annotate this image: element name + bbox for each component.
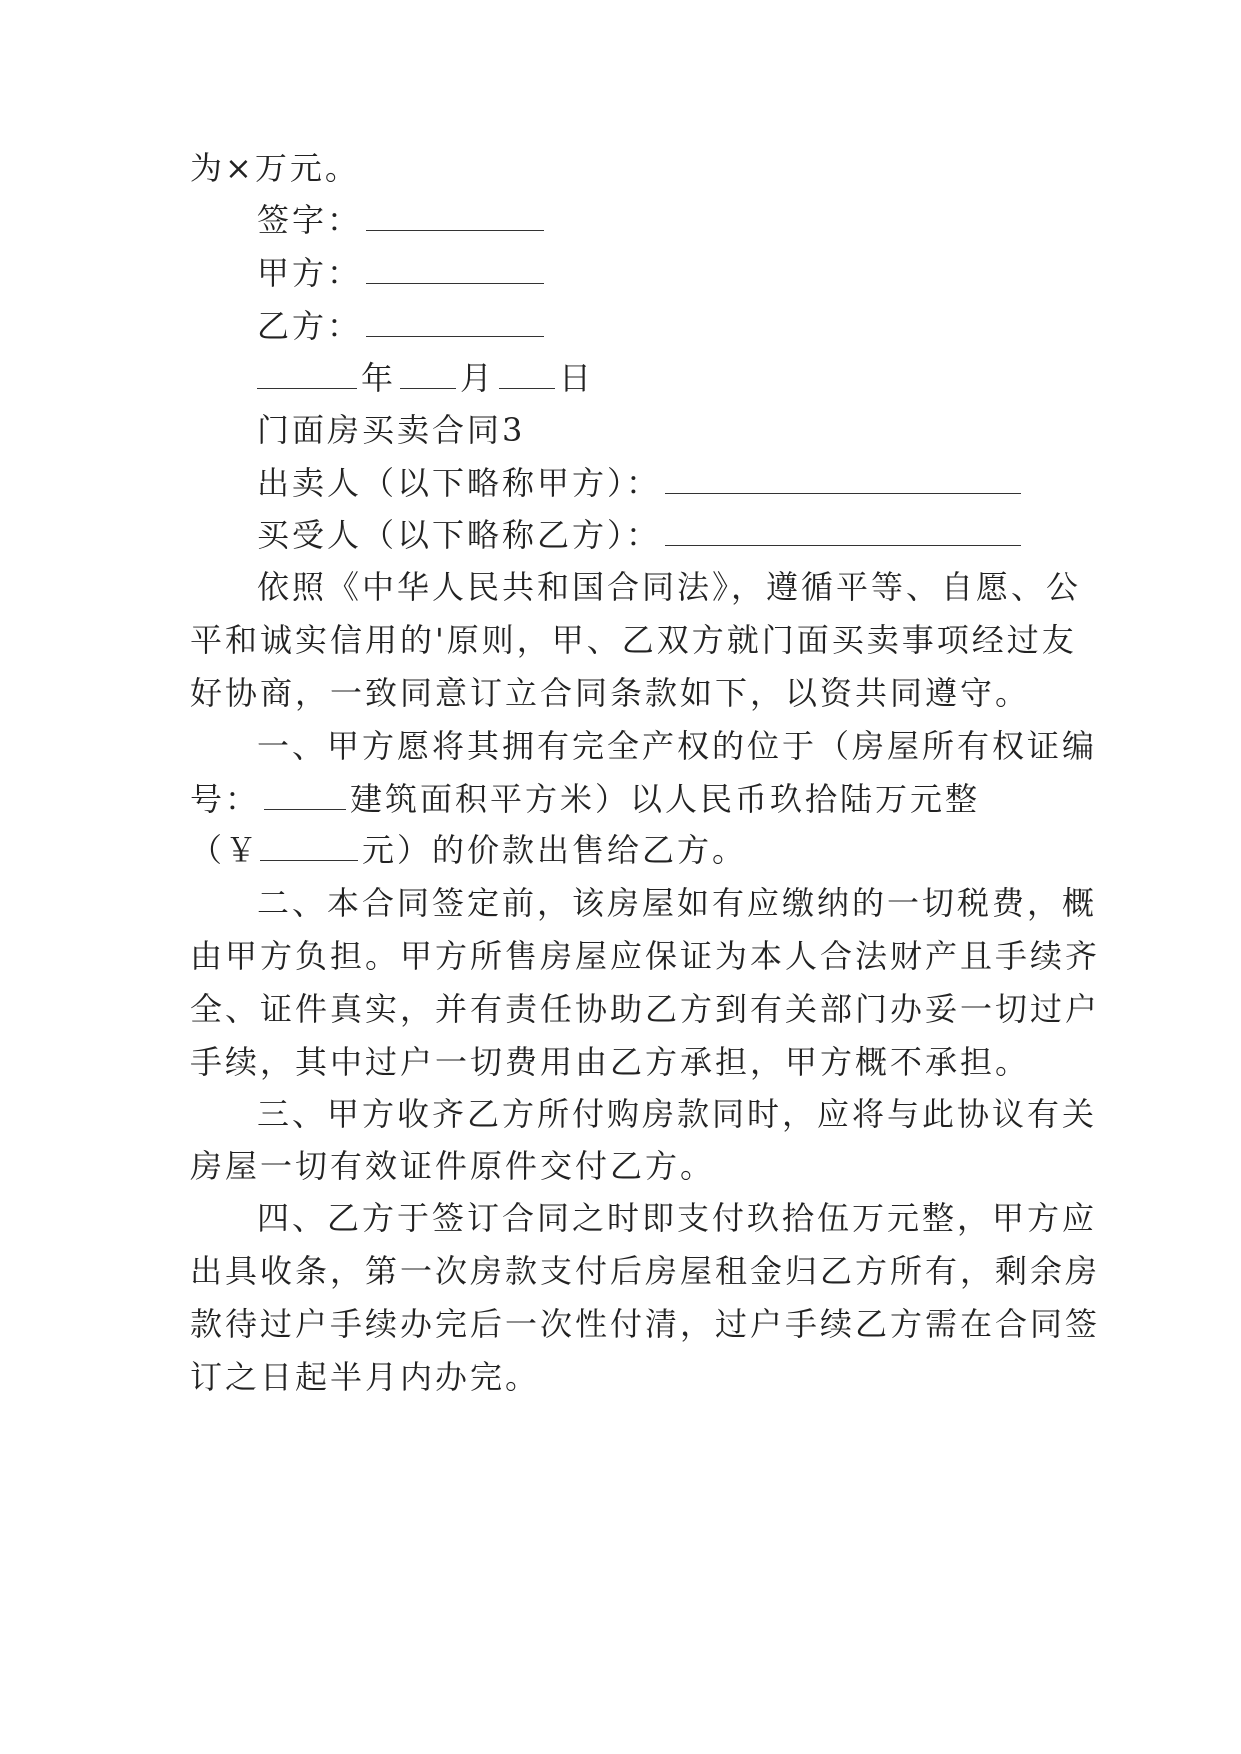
seller-line — [257, 463, 1025, 503]
clause-2-line: 全、证件真实，并有责任协助乙方到有关部门办妥一切过户 — [190, 990, 1101, 1028]
day-blank — [499, 360, 555, 389]
text-line: 为×万元。 — [190, 149, 360, 187]
party-b-label: 乙方： — [257, 307, 363, 345]
buyer-blank — [665, 517, 1021, 546]
party-a-blank — [366, 255, 544, 284]
clause-2-line: 手续，其中过户一切费用由乙方承担，甲方概不承担。 — [190, 1043, 1031, 1081]
seller-blank — [665, 465, 1021, 494]
clause-1-text: 建筑面积平方米）以人民币玖拾陆万元整 — [350, 780, 981, 818]
paragraph-line: 依照《中华人民共和国合同法》，遵循平等、自愿、公 — [257, 568, 1082, 606]
clause-1-label: 号： — [190, 780, 261, 818]
clause-1-line — [190, 779, 980, 819]
clause-1-line: 一、甲方愿将其拥有完全产权的位于（房屋所有权证编 — [257, 727, 1098, 765]
party-a-label: 甲方： — [257, 254, 363, 292]
clause-1-line — [190, 830, 747, 870]
clause-3-line: 房屋一切有效证件原件交付乙方。 — [190, 1147, 716, 1185]
party-a-line — [257, 253, 548, 293]
date-line — [257, 358, 594, 398]
signature-line — [257, 200, 548, 240]
day-label: 日 — [559, 359, 595, 397]
month-label: 月 — [460, 359, 496, 397]
certificate-number-blank — [264, 781, 346, 810]
clause-2-line: 由甲方负担。甲方所售房屋应保证为本人合法财产且手续齐 — [190, 937, 1101, 975]
clause-2-line: 二、本合同签定前，该房屋如有应缴纳的一切税费，概 — [257, 884, 1098, 922]
seller-label: 出卖人（以下略称甲方）： — [257, 464, 662, 502]
price-blank — [260, 832, 358, 861]
clause-4-line: 出具收条，第一次房款支付后房屋租金归乙方所有，剩余房 — [190, 1252, 1101, 1290]
paragraph-line: 平和诚实信用的'原则，甲、乙双方就门面买卖事项经过友 — [190, 621, 1077, 659]
month-blank — [400, 360, 456, 389]
clause-3-line: 三、甲方收齐乙方所付购房款同时，应将与此协议有关 — [257, 1095, 1098, 1133]
buyer-line — [257, 515, 1025, 555]
signature-blank — [366, 202, 544, 231]
contract-title: 门面房买卖合同3 — [257, 411, 526, 449]
paragraph-line: 好协商，一致同意订立合同条款如下，以资共同遵守。 — [190, 674, 1031, 712]
clause-4-line: 订之日起半月内办完。 — [190, 1358, 541, 1396]
party-b-line — [257, 306, 548, 346]
signature-label: 签字： — [257, 201, 363, 239]
clause-4-line: 四、乙方于签订合同之时即支付玖拾伍万元整，甲方应 — [257, 1199, 1098, 1237]
year-label: 年 — [361, 359, 397, 397]
year-blank — [257, 360, 357, 389]
party-b-blank — [366, 308, 544, 337]
buyer-label: 买受人（以下略称乙方）： — [257, 516, 662, 554]
clause-1-text: 元）的价款出售给乙方。 — [362, 831, 748, 869]
price-prefix: （￥ — [190, 831, 261, 869]
clause-4-line: 款待过户手续办完后一次性付清，过户手续乙方需在合同签 — [190, 1305, 1101, 1343]
